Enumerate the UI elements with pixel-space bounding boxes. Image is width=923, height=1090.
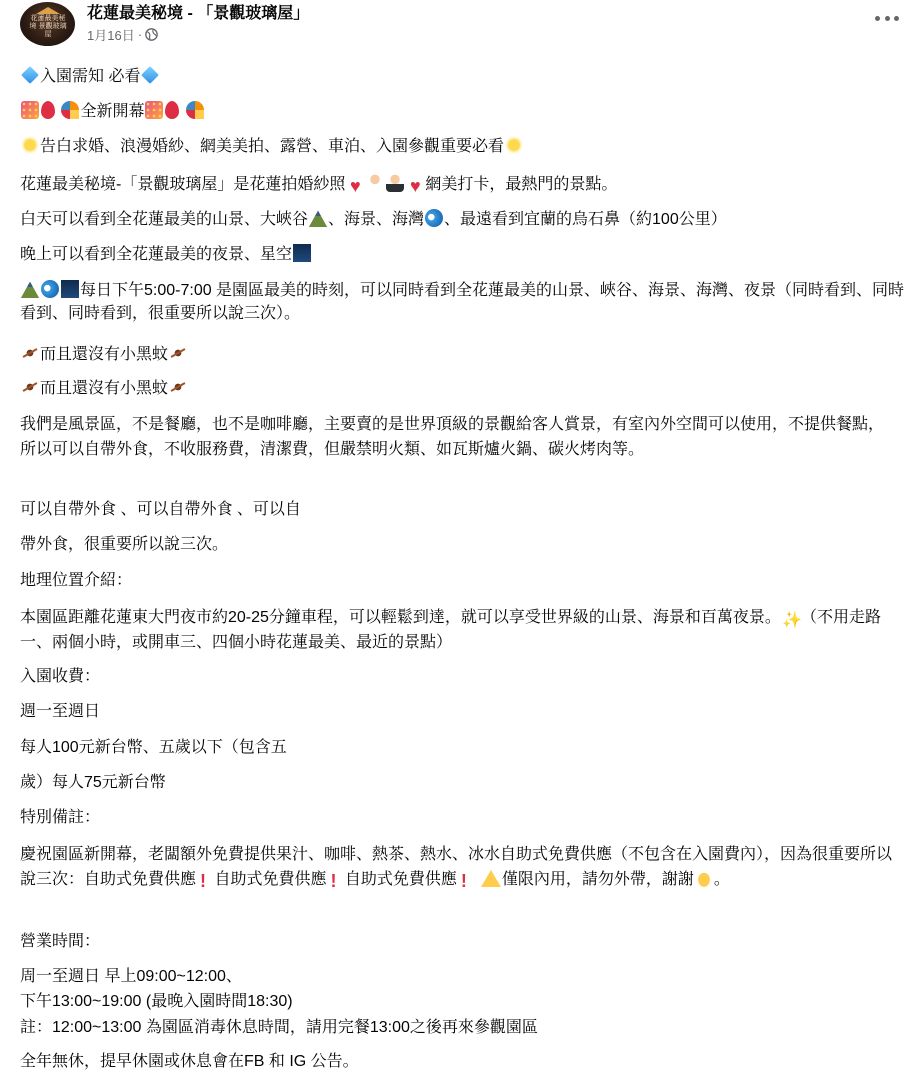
mountain-icon (21, 280, 39, 298)
post-line (20, 136, 524, 157)
post-line: 每人100元新台幣、五歲以下（包含五 (20, 739, 287, 756)
sparkles-icon: ✨ (781, 612, 802, 629)
post-line (20, 101, 205, 122)
gem-icon (21, 66, 39, 84)
post-text: 。 (713, 871, 730, 888)
page-name-link[interactable]: 花蓮最美秘境 - 「景觀玻璃屋」 (87, 5, 310, 22)
post-line: 地理位置介紹： (20, 572, 133, 589)
post-line: 週一至週日 (20, 703, 101, 720)
gem-icon (142, 66, 160, 84)
post-line (20, 279, 912, 325)
party-popper-icon (61, 101, 79, 119)
balloon-icon (165, 101, 179, 119)
meta-separator: · (137, 27, 143, 42)
post-date-link[interactable]: 1月16日 (87, 28, 135, 43)
post-text: 每日下午5:00-7:00 是園區最美的時刻，可以同時看到全花蓮最美的山景、峽谷、海景、海灣、夜景（同時看到、同時看到、同時看到，很重要所以說三次）。 (20, 282, 905, 322)
post-text: 白天可以看到全花蓮最美的山景、大峽谷 (20, 211, 309, 228)
post-text: 而且還沒有小黑蚊 (40, 380, 169, 397)
wave-icon (41, 280, 59, 298)
post-line: 帶外食，很重要所以說三次。 (20, 536, 229, 553)
post-text: 、海景、海灣 (328, 211, 425, 228)
post-line: 註：12:00~13:00 為園區消毒休息時間，請用完餐13:00之後再來參觀園區 (20, 1019, 538, 1036)
balloon-icon (41, 101, 55, 119)
post-line (20, 378, 188, 399)
post-line: 周一至週日 早上09:00~12:00、 (20, 968, 242, 985)
praying-hands-icon (695, 869, 713, 887)
post-line (20, 174, 617, 195)
exclamation-icon: ! (200, 871, 207, 891)
post-line: 下午13:00~19:00 (最晚入園時間18:30) (20, 993, 293, 1010)
more-dot (885, 16, 890, 21)
post-line: 可以自帶外食 、可以自帶外食 、可以自 (20, 501, 301, 518)
red-heart-icon: ♥ (410, 176, 421, 196)
avatar-roof-shape (36, 7, 60, 14)
glowing-star-icon (21, 136, 39, 154)
post-text: 僅限內用，請勿外帶，謝謝 (501, 871, 694, 888)
glowing-star-icon (505, 136, 523, 154)
wave-icon (425, 209, 443, 227)
mountain-icon (309, 209, 327, 227)
avatar-text: 花蓮最美秘境 景觀玻璃屋 (29, 14, 67, 38)
globe-icon (145, 28, 158, 41)
post-line: 營業時間： (20, 933, 101, 950)
mosquito-icon (21, 344, 39, 362)
post-line (20, 605, 912, 655)
exclamation-icon: ! (330, 871, 337, 891)
post-line (20, 244, 312, 265)
confetti-icon (21, 101, 39, 119)
post-line (20, 209, 727, 230)
red-heart-icon: ♥ (350, 176, 361, 196)
post-text: 花蓮最美秘境-「景觀玻璃屋」是花蓮拍婚紗照 (20, 176, 346, 193)
confetti-icon (145, 101, 163, 119)
more-options-icon[interactable] (875, 10, 899, 26)
party-popper-icon (186, 101, 204, 119)
mosquito-icon (169, 344, 187, 362)
post-line: 特別備註： (20, 809, 101, 826)
post-text: 入園需知 必看 (40, 68, 141, 85)
post-text: 慶祝園區新開幕，老闆額外免費提供果汁、咖啡、熱茶、熱水、冰水自助式免費供應（不包含在入園費內），因為很重要所以說三次：自助式免費供應 (20, 846, 893, 888)
exclamation-icon: ! (460, 871, 467, 891)
post-line: 入園收費： (20, 668, 101, 685)
page-avatar[interactable] (20, 2, 75, 46)
post-text: （不用走路一、兩個小時，或開車三、四個小時花蓮最美、最近的景點） (20, 609, 881, 651)
post-text: 自助式免費供應 (210, 871, 327, 888)
post-line (20, 66, 160, 87)
post-text: 網美打卡，最熱門的景點。 (425, 176, 618, 193)
mosquito-icon (21, 378, 39, 396)
mosquito-icon (169, 378, 187, 396)
post-line (20, 842, 900, 892)
post-text: 晚上可以看到全花蓮最美的夜景、星空 (20, 246, 293, 263)
post-text: 自助式免費供應 (340, 871, 457, 888)
night-city-icon (61, 280, 79, 298)
post-meta (87, 25, 158, 44)
post-line: 我們是風景區，不是餐廳，也不是咖啡廳，主要賣的是世界頂級的景觀給客人賞景，有室內外空間可以使用，不提供餐點，所以可以自帶外食，不收服務費，清潔費，但嚴禁明火類、如瓦斯爐火鍋、碳火烤肉等。 (20, 416, 885, 458)
groom-icon (386, 174, 404, 192)
post-line (20, 344, 188, 365)
post-line: 全年無休，提早休園或休息會在FB 和 IG 公告。 (20, 1053, 359, 1070)
more-dot (875, 16, 880, 21)
post-text: 告白求婚、浪漫婚紗、網美美拍、露營、車泊、入園參觀重要必看 (40, 138, 505, 155)
warning-icon (481, 870, 501, 887)
post-text: 全新開幕 (80, 103, 145, 120)
night-city-icon (293, 244, 311, 262)
post-line: 歲）每人75元新台幣 (20, 774, 166, 791)
post-header (0, 0, 923, 60)
more-dot (894, 16, 899, 21)
post-text: 本園區距離花蓮東大門夜市約20-25分鐘車程，可以輕鬆到達，就可以享受世界級的山景、海景和百萬夜景。 (20, 609, 781, 626)
post-text: 而且還沒有小黑蚊 (40, 346, 169, 363)
post-text: 、最遠看到宜蘭的烏石鼻（約100公里） (444, 211, 727, 228)
bride-icon (366, 174, 384, 192)
